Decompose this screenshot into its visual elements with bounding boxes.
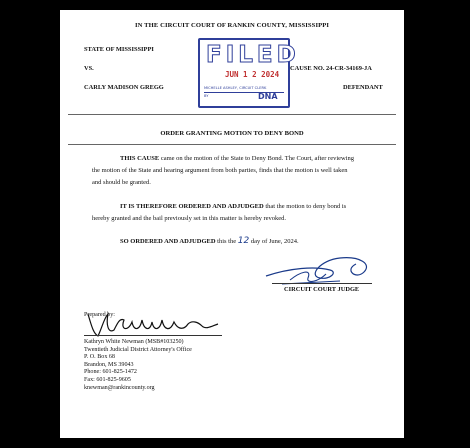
prosecutor-name: Kathryn White Newman (MSB#103250) [84,339,184,345]
so-ordered-day: 12 [237,236,250,246]
paragraph-ordered [92,201,382,225]
paragraph-ordered-line1: that the motion to deny bond is [263,203,347,210]
divider-top [68,114,396,115]
judge-label: CIRCUIT COURT JUDGE [284,286,360,293]
filed-stamp-initials: DNA [258,92,278,101]
filed-stamp-by: BY [204,94,209,98]
cause-number: CAUSE NO. 24-CR-34169-JA [290,65,372,72]
prosecutor-phone: Phone: 601-825-1472 [84,369,137,376]
prosecutor-city: Brandon, MS 39043 [84,361,134,368]
paragraph-cause-line1: came on the motion of the State to Deny Bond. The Court, after reviewing [159,155,355,162]
paragraph-ordered-lead: IT IS THEREFORE ORDERED AND ADJUDGED [120,203,264,210]
divider-bottom [68,144,396,145]
filed-stamp-clerk: MICHELLE ASHLEY, CIRCUIT CLERK [204,86,267,90]
so-ordered-post: day of June, 2024. [249,238,299,245]
prosecutor-email: knewman@rankincounty.org [84,384,155,391]
prosecutor-office: Twentieth Judicial District Attorney's Office [84,346,192,353]
order-title: ORDER GRANTING MOTION TO DENY BOND [160,130,304,137]
prosecutor-po-box: P. O. Box 68 [84,354,115,361]
filed-stamp [198,38,300,108]
court-heading: IN THE CIRCUIT COURT OF RANKIN COUNTY, MISSISSIPPI [134,22,330,29]
paragraph-ordered-line2: hereby granted and the bail previously set in this matter is hereby revoked. [92,215,287,222]
defendant-name: CARLY MADISON GREGG [84,84,164,91]
prosecutor-fax: Fax: 601-825-9605 [84,376,131,383]
document-page [60,10,404,438]
paragraph-cause-lead: THIS CAUSE [120,155,160,162]
paragraph-cause-line2: the motion of the State and hearing argument from both parties, finds that the motion is well taken [92,167,348,174]
defendant-label: DEFENDANT [343,84,383,91]
filed-stamp-date: JUN 1 2 2024 [225,70,280,79]
plaintiff: STATE OF MISSISSIPPI [84,46,154,53]
prepared-by-block [84,339,192,392]
so-ordered-lead: SO ORDERED AND ADJUDGED [120,238,216,245]
judge-signature-line [272,283,372,284]
so-ordered-pre: this the [215,238,238,245]
paragraph-cause-line3: and should be granted. [92,179,151,186]
paragraph-cause [92,153,382,189]
prosecutor-signature-line [84,335,222,336]
versus: VS. [84,65,94,72]
filed-stamp-text: FILED [206,42,300,68]
prepared-by-label: Prepared by: [84,312,115,318]
